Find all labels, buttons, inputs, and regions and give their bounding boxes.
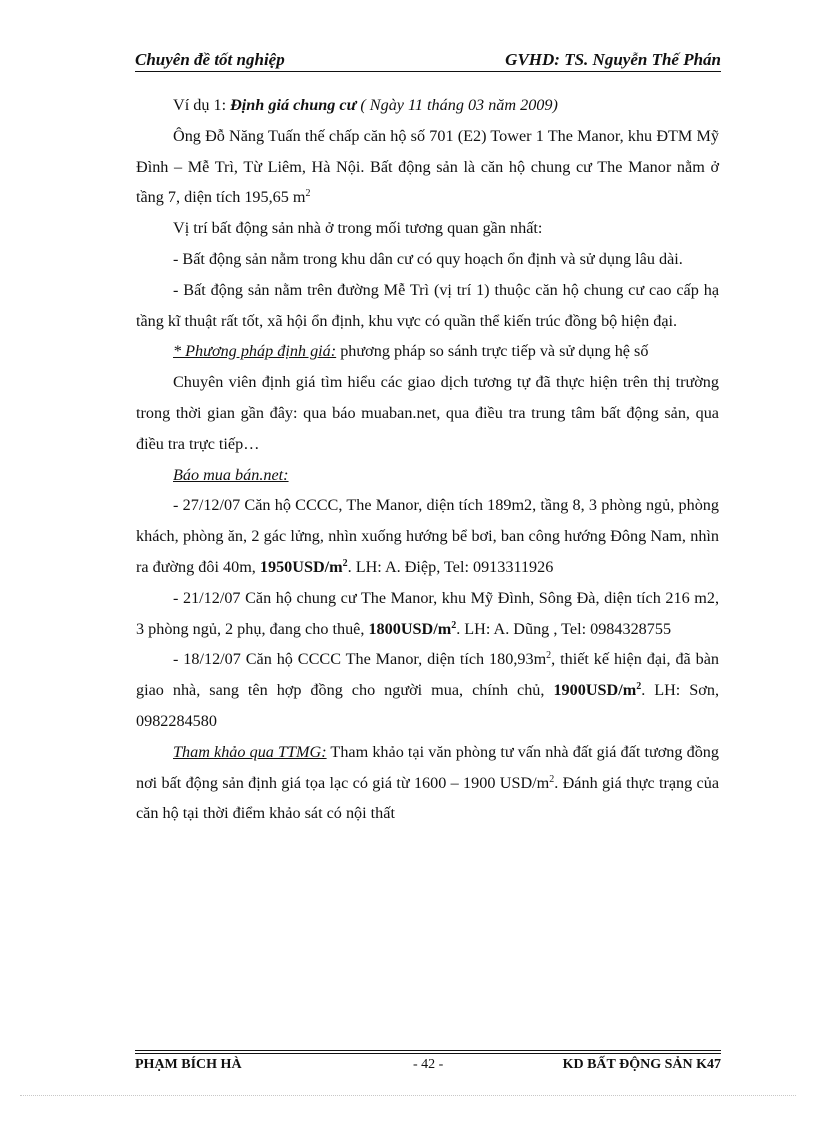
listing-price: 1900USD/m — [553, 681, 637, 700]
source-heading — [136, 460, 719, 491]
source-label: Báo mua bán.net: — [173, 465, 289, 484]
superscript: 2 — [305, 188, 311, 200]
method-text: phương pháp so sánh trực tiếp và sử dụng hệ số — [336, 342, 649, 361]
listing-item: - 27/12/07 Căn hộ CCCC, The Manor, diện tích 189m2, tầng 8, 3 phòng ngủ, phòng khách, phòng ăn, 2 gác lửng, nhìn xuống hướng bể bơi, ban công hướng Đông Nam, nhìn ra đường đôi 40m, $1950USD/m^2$. LH: A. Điệp, Tel: 0913311926 — [136, 496, 719, 576]
footer-rule — [135, 1050, 721, 1051]
page-header — [135, 46, 721, 72]
method-label: * Phương pháp định giá: — [173, 342, 337, 361]
header-rule — [135, 71, 721, 72]
ttmg-label: Tham khảo qua TTMG: — [173, 742, 327, 761]
footer-page-number: - 42 - — [413, 1057, 444, 1072]
header-supervisor: GVHD: TS. Nguyễn Thế Phán — [505, 50, 721, 69]
paragraph-location-intro: Vị trí bất động sản nhà ở trong mối tương quan gần nhất: — [173, 219, 543, 238]
paragraph-ttmg: Tham khảo qua TTMG: Tham khảo tại văn phòng tư vấn nhà đất giá đất tương đồng nơi bất động sản định giá tọa lạc có giá từ 1600 – 1900 USD/$m^2$. Đánh giá thực trạng của căn hộ tại thời điểm khảo sát có nội thất — [136, 742, 720, 823]
body-text — [136, 90, 719, 829]
paragraph-method — [136, 336, 719, 367]
example-heading — [136, 90, 719, 121]
footer-author: PHẠM BÍCH HÀ — [135, 1057, 242, 1072]
listing-price: 1950USD/m — [259, 557, 343, 576]
example-title: Định giá chung cư — [230, 96, 357, 114]
paragraph-research: Chuyên viên định giá tìm hiểu các giao dịch tương tự đã thực hiện trên thị trường trong thời gian gần đây: qua báo muaban.net, qua điều tra trung tâm bất động sản, qua điều tra trực tiếp… — [136, 373, 719, 453]
paragraph-location-1: - Bất động sản nằm trong khu dân cư có quy hoạch ổn định và sử dụng lâu dài. — [173, 249, 683, 268]
listing-item: - 21/12/07 Căn hộ chung cư The Manor, khu Mỹ Đình, Sông Đà, diện tích 216 m2, 3 phòng ngủ, 2 phụ, đang cho thuê, $1800USD/m^2$. LH: A. Dũng , Tel: 0984328755 — [136, 588, 719, 638]
paragraph-property-text: Ông Đỗ Năng Tuấn thế chấp căn hộ số 701 (E2) Tower 1 The Manor, khu ĐTM Mỹ Đình – Mễ Trì, Từ Liêm, Hà Nội. Bất động sản là căn hộ chung cư The Manor nằm ở tầng 7, diện tích 195,65 m — [136, 126, 719, 207]
paragraph-property — [136, 121, 719, 213]
header-thesis-title: Chuyên đề tốt nghiệp — [135, 50, 285, 69]
page-edge — [20, 1095, 796, 1096]
listing-item: - 18/12/07 Căn hộ CCCC The Manor, diện tích $180,93m^2$, thiết kế hiện đại, đã bàn giao nhà, sang tên hợp đồng cho người mua, chính chủ, $1900USD/m^2$. LH: Sơn, 0982284580 — [136, 650, 719, 730]
paragraph-location-2: - Bất động sản nằm trên đường Mễ Trì (vị trí 1) thuộc căn hộ chung cư cao cấp hạ tầng kĩ thuật rất tốt, xã hội ổn định, khu vực có quần thể kiến trúc đồng bộ hiện đại. — [136, 280, 719, 330]
footer-rule — [135, 1053, 721, 1054]
example-label: Ví dụ 1: — [173, 96, 231, 114]
footer-department: KD BẤT ĐỘNG SẢN K47 — [562, 1057, 721, 1072]
example-date: ( Ngày 11 tháng 03 năm 2009) — [356, 96, 558, 114]
page-footer — [135, 1057, 721, 1077]
listing-price: 1800USD/m — [368, 619, 452, 638]
